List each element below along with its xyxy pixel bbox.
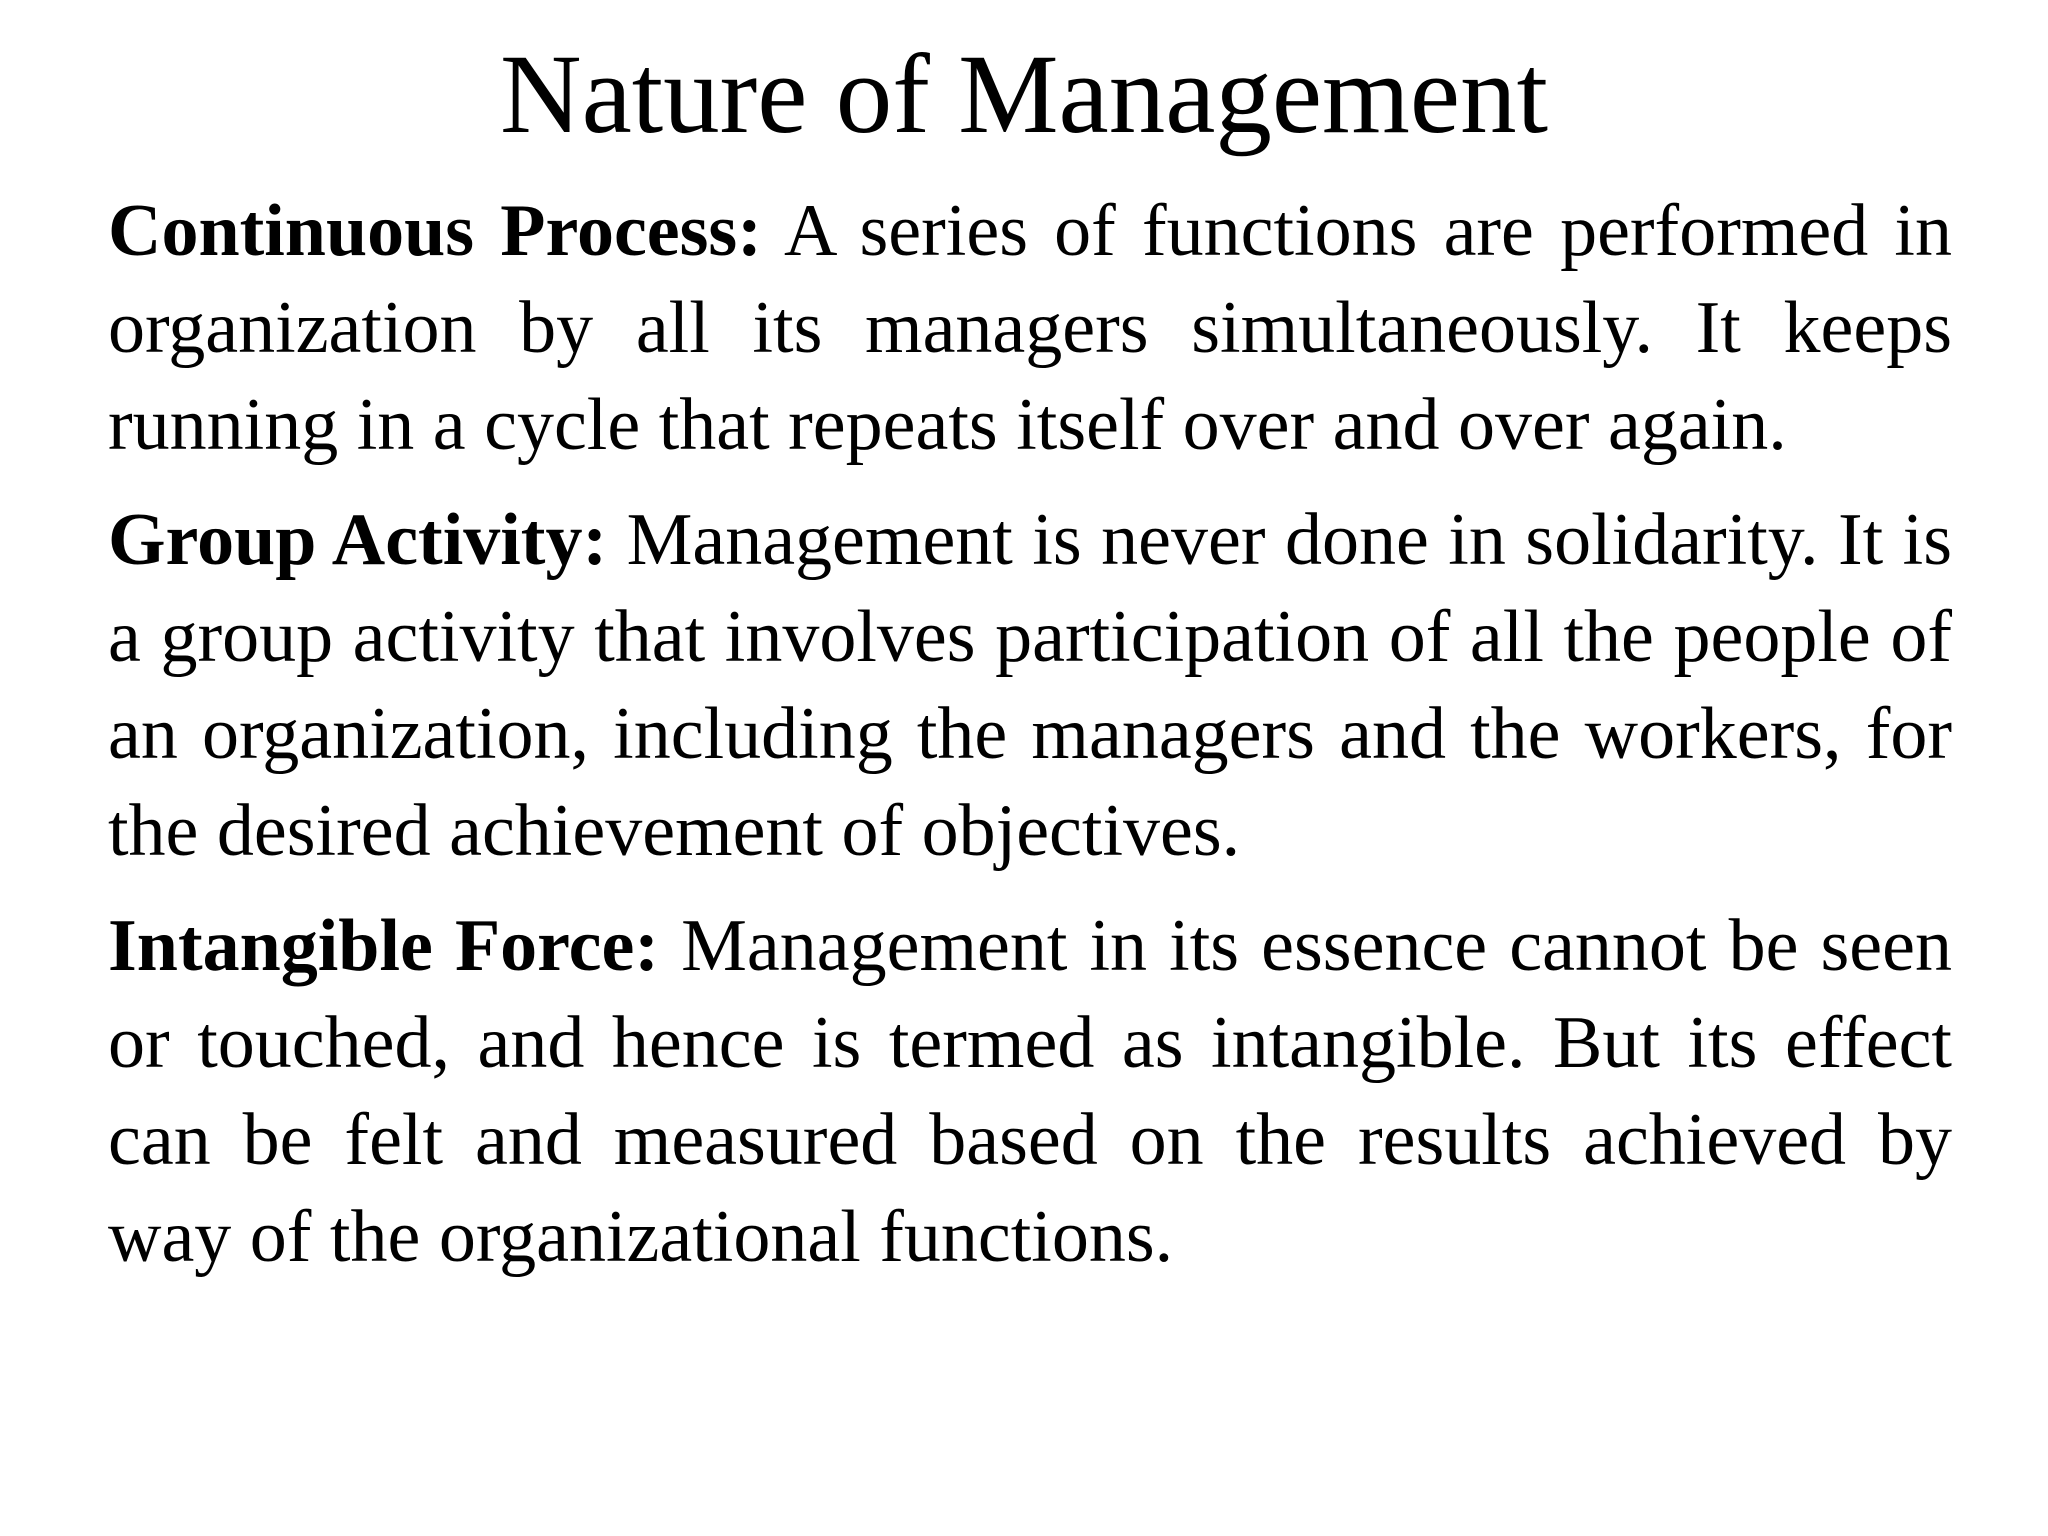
paragraph-continuous-process bbox=[108, 183, 1952, 474]
description-intangible-force: Management in its essence cannot be seen or touched, and hence is termed as intangible. But its effect can be felt and measured based on the results achieved by way of the organizational functions. bbox=[108, 905, 1952, 1278]
paragraph-intangible-force bbox=[108, 898, 1952, 1286]
term-group-activity: Group Activity: bbox=[108, 499, 608, 581]
description-group-activity: Management is never done in solidarity. It is a group activity that involves participation of all the people of an organization, including the managers and the workers, for the desired achievement of objectives. bbox=[108, 499, 1952, 872]
paragraph-group-activity bbox=[108, 492, 1952, 880]
slide-content bbox=[108, 183, 1952, 1304]
description-continuous-process: A series of functions are performed in organization by all its managers simultaneously. It keeps running in a cycle that repeats itself over and over again. bbox=[108, 190, 1952, 466]
term-intangible-force: Intangible Force: bbox=[108, 905, 660, 987]
slide-title: Nature of Management bbox=[500, 32, 1548, 157]
term-continuous-process: Continuous Process: bbox=[108, 190, 762, 272]
